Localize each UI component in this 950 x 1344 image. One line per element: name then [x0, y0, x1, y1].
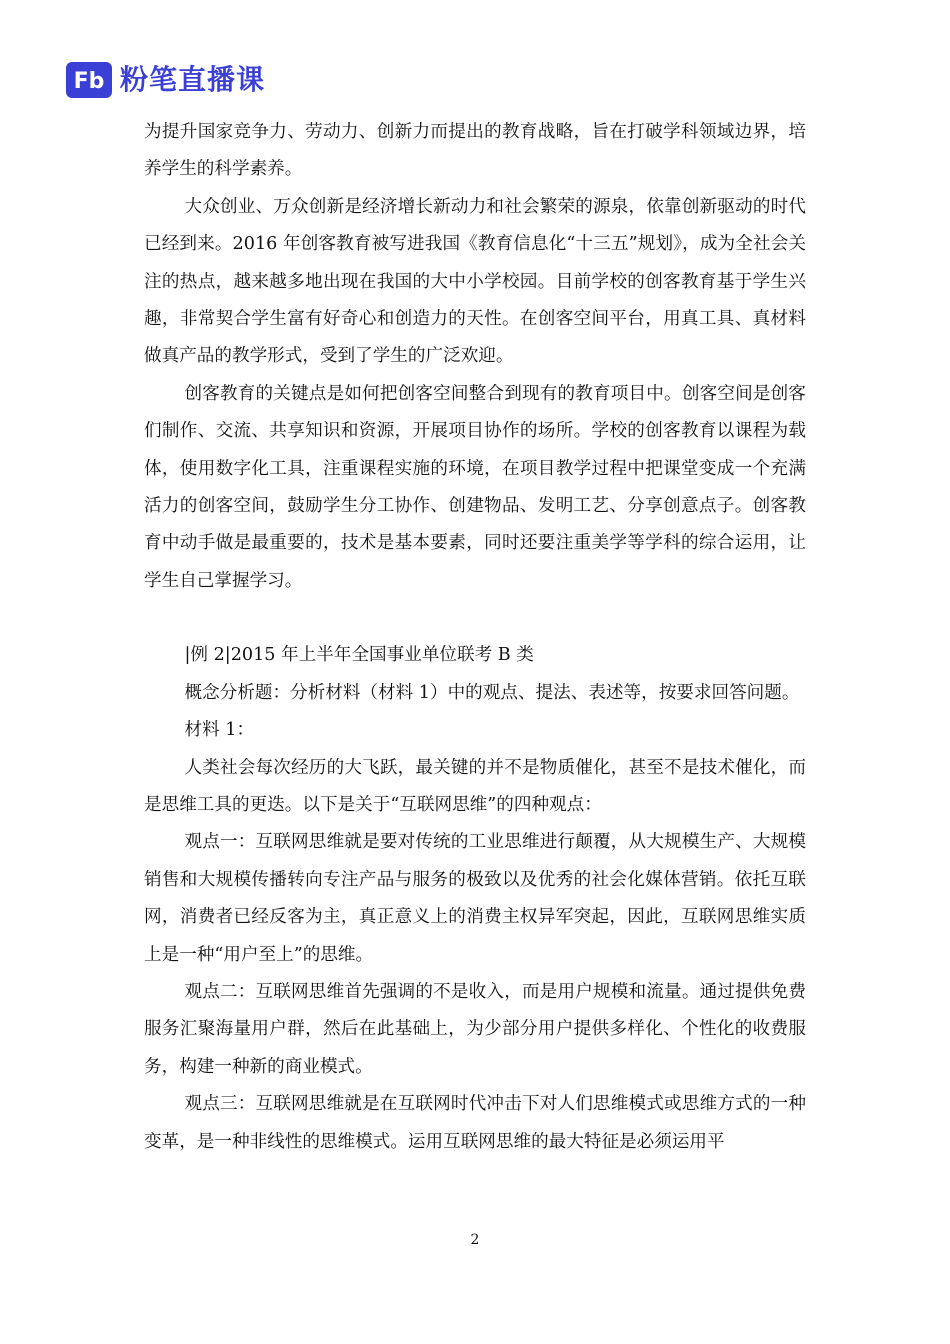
viewpoint-one: 观点一：互联网思维就是要对传统的工业思维进行颠覆，从大规模生产、大规模销售和大规模传播转向专注产品与服务的极致以及优秀的社会化媒体营销。依托互联网，消费者已经反客为主，真正意义上的消费主权异军突起，因此，互联网思维实质上是一种“用户至上”的思维。 [144, 832, 806, 965]
paragraph-maker-education-intro: 大众创业、万众创新是经济增长新动力和社会繁荣的源泉，依靠创新驱动的时代已经到来。2016 年创客教育被写进我国《教育信息化“十三五”规划》，成为全社会关注的热点，越来越多地出现在我国的大中小学校园。目前学校的创客教育基于学生兴趣，非常契合学生富有好奇心和创造力的天性。在创客空间平台，用真工具、真材料做真产品的教学形式，受到了学生的广泛欢迎。 [144, 196, 806, 367]
document-body [144, 114, 806, 1161]
example-heading: |例 2|2015 年上半年全国事业单位联考 B 类 [184, 645, 534, 666]
brand-logo [66, 60, 265, 100]
page-number: 2 [470, 1232, 480, 1248]
section-spacer [144, 600, 806, 637]
brand-mark-text: Fb [73, 69, 105, 94]
question-prompt: 概念分析题：分析材料（材料 1）中的观点、提法、表述等，按要求回答问题。 [184, 682, 800, 703]
viewpoint-three: 观点三：互联网思维就是在互联网时代冲击下对人们思维模式或思维方式的一种变革，是一种非线性的思维模式。运用互联网思维的最大特征是必须运用平 [144, 1094, 806, 1152]
material-label: 材料 1： [184, 720, 255, 741]
paragraph-maker-space-key: 创客教育的关键点是如何把创客空间整合到现有的教育项目中。创客空间是创客们制作、交流、共享知识和资源，开展项目协作的场所。学校的创客教育以课程为载体，使用数字化工具，注重课程实施的环境，在项目教学过程中把课堂变成一个充满活力的创客空间，鼓励学生分工协作、创建物品、发明工艺、分享创意点子。创客教育中动手做是最重要的，技术是基本要素，同时还要注重美学等学科的综合运用，让学生自己掌握学习。 [144, 383, 806, 591]
viewpoint-two: 观点二：互联网思维首先强调的不是收入，而是用户规模和流量。通过提供免费服务汇聚海量用户群，然后在此基础上，为少部分用户提供多样化、个性化的收费服务，构建一种新的商业模式。 [144, 981, 806, 1077]
fb-logo-icon [66, 62, 112, 98]
brand-name: 粉笔直播课 [120, 63, 266, 96]
paragraph-continued: 为提升国家竞争力、劳动力、创新力而提出的教育战略，旨在打破学科领域边界，培养学生的科学素养。 [144, 122, 806, 180]
material-intro: 人类社会每次经历的大飞跃，最关键的并不是物质催化，甚至不是技术催化，而是思维工具的更迭。以下是关于“互联网思维”的四种观点： [144, 757, 806, 815]
